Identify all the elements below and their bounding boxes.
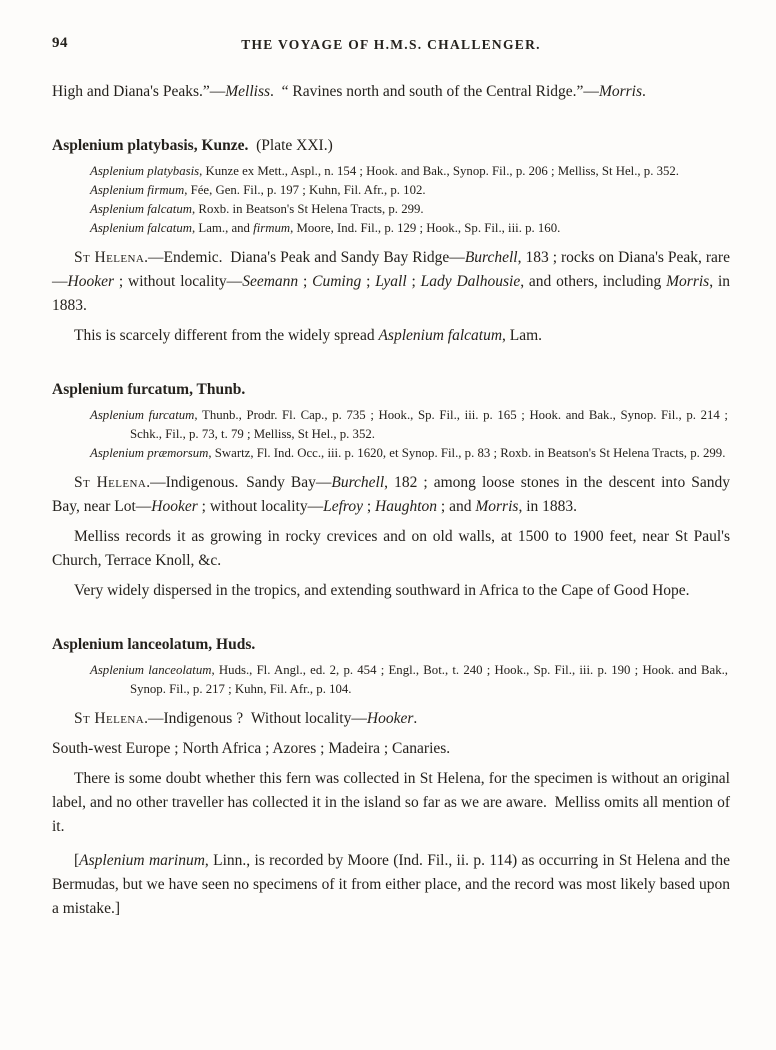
text-run: ;: [361, 273, 376, 290]
italic-text: Asplenium præmorsum: [90, 446, 209, 460]
distribution-paragraph: [52, 579, 730, 603]
intro-paragraph: [52, 80, 730, 104]
text-run: South-west Europe ; North Africa ; Azores ; Madeira ; Canaries.: [52, 740, 451, 757]
italic-text: Hooker: [366, 710, 414, 727]
text-run: , Lam.: [502, 327, 543, 344]
remarks-paragraph: [52, 525, 730, 573]
synonymy-entry: [90, 444, 730, 463]
species-section-platybasis: [52, 134, 730, 348]
synonymy-entry: [90, 219, 730, 238]
habitat-paragraph: [52, 246, 730, 318]
synonymy-entry: [90, 661, 730, 699]
synonymy-entry: [90, 406, 730, 444]
bold-text: Asplenium furcatum, Thunb.: [52, 381, 246, 398]
page-number: 94: [52, 35, 68, 51]
italic-text: Asplenium platybasis: [90, 164, 200, 178]
italic-text: Asplenium firmum: [90, 183, 185, 197]
text-run: ;: [406, 273, 421, 290]
italic-text: Haughton: [375, 498, 438, 515]
habitat-paragraph: [52, 707, 730, 731]
italic-text: Asplenium lanceolatum: [90, 663, 212, 677]
text-run: ; without locality—: [114, 273, 243, 290]
italic-text: Cuming: [312, 273, 362, 290]
text-run: , 182 ; among loose stones in the descent into Sandy Bay, near Lot—: [52, 474, 730, 515]
distribution-paragraph: [52, 737, 730, 761]
text-run: , Huds., Fl. Angl., ed. 2, p. 454 ; Engl., Bot., t. 240 ; Hook., Sp. Fil., iii. p. 190 ; Hook. and Bak., Synop. Fil., p. 217 ; Kuhn, Fil. Afr., p. 104.: [130, 663, 729, 696]
smallcaps-text: St Helena: [74, 249, 145, 266]
text-run: (Plate XXI.): [248, 137, 333, 154]
synonymy-entry: [90, 162, 730, 181]
text-run: , Moore, Ind. Fil., p. 129 ; Hook., Sp. Fil., iii. p. 160.: [290, 221, 561, 235]
text-run: , Roxb. in Beatson's St Helena Tracts, p. 299.: [192, 202, 424, 216]
text-run: ; without locality—: [197, 498, 324, 515]
text-run: , in 1883.: [518, 498, 577, 515]
text-run: .—Indigenous ? Without locality—: [144, 710, 367, 727]
text-run: There is some doubt whether this fern was collected in St Helena, for the specimen is without an original label, and no other traveller has collected it in the island so far as we are aware. Melliss omits all mention of it.: [52, 770, 730, 835]
italic-text: Asplenium marinum: [79, 852, 205, 869]
synonymy-block: [52, 406, 730, 463]
bold-text: Asplenium lanceolatum, Huds.: [52, 636, 256, 653]
italic-text: firmum: [253, 221, 291, 235]
bracketed-note-paragraph: [52, 849, 730, 921]
species-heading: [52, 633, 730, 657]
species-heading: [52, 134, 730, 158]
text-run: .: [413, 710, 418, 727]
italic-text: Lyall: [375, 273, 407, 290]
smallcaps-text: St Helena: [74, 710, 145, 727]
italic-text: Hooker: [151, 498, 198, 515]
synonymy-block: [52, 162, 730, 238]
synonymy-block: [52, 661, 730, 699]
smallcaps-text: St Helena: [74, 474, 147, 491]
italic-text: Lefroy: [323, 498, 363, 515]
synonymy-entry: [90, 200, 730, 219]
habitat-paragraph: [52, 471, 730, 519]
synonymy-entry: [90, 181, 730, 200]
text-run: , Swartz, Fl. Ind. Occ., iii. p. 1620, et Synop. Fil., p. 83 ; Roxb. in Beatson's St Helena Tracts, p. 299.: [208, 446, 726, 460]
text-run: , Thunb., Prodr. Fl. Cap., p. 735 ; Hook., Sp. Fil., iii. p. 165 ; Hook. and Bak., Synop. Fil., p. 214 ; Schk., Fil., p. 73, t. 79 ; Melliss, St Hel., p. 352.: [130, 408, 728, 441]
text-run: .—Indigenous. Sandy Bay—: [146, 474, 332, 491]
italic-text: Asplenium furcatum: [90, 408, 195, 422]
text-run: Very widely dispersed in the tropics, and extending southward in Africa to the Cape of Good Hope.: [74, 582, 690, 599]
text-run: .—Endemic. Diana's Peak and Sandy Bay Ridge—: [144, 249, 465, 266]
species-heading: [52, 378, 730, 402]
text-run: , Lam., and: [192, 221, 254, 235]
italic-text: Morris: [475, 498, 519, 515]
text-run: High and Diana's Peaks.”—: [52, 83, 226, 100]
italic-text: Morris: [598, 83, 643, 100]
text-run: ;: [362, 498, 376, 515]
italic-text: Seemann: [242, 273, 299, 290]
text-run: , in 1883.: [52, 273, 730, 314]
running-title: THE VOYAGE OF H.M.S. CHALLENGER.: [241, 37, 541, 52]
text-run: , Kunze ex Mett., Aspl., n. 154 ; Hook. and Bak., Synop. Fil., p. 206 ; Melliss, St Hel., p. 352.: [199, 164, 680, 178]
text-run: , 183 ; rocks on Diana's Peak, rare—: [52, 249, 730, 290]
text-run: Melliss records it as growing in rocky crevices and on old walls, at 1500 to 1900 feet, near St Paul's Church, Terrace Knoll, &c.: [52, 528, 730, 569]
italic-text: Asplenium falcatum: [378, 327, 503, 344]
remarks-paragraph: [52, 324, 730, 348]
text-run: , and others, including: [520, 273, 667, 290]
page-header: [52, 34, 730, 54]
italic-text: Burchell: [464, 249, 518, 266]
italic-text: Asplenium falcatum: [90, 221, 193, 235]
remarks-paragraph: [52, 767, 730, 839]
italic-text: Hooker: [67, 273, 114, 290]
text-run: ;: [298, 273, 313, 290]
text-run: , Fée, Gen. Fil., p. 197 ; Kuhn, Fil. Afr., p. 102.: [184, 183, 426, 197]
text-run: . “ Ravines north and south of the Central Ridge.”—: [270, 83, 599, 100]
text-run: [: [74, 852, 80, 869]
species-section-furcatum: [52, 378, 730, 603]
italic-text: Melliss: [225, 83, 271, 100]
text-run: This is scarcely different from the widely spread: [74, 327, 379, 344]
text-run: ; and: [437, 498, 476, 515]
italic-text: Burchell: [331, 474, 385, 491]
italic-text: Asplenium falcatum: [90, 202, 193, 216]
text-run: , Linn., is recorded by Moore (Ind. Fil., ii. p. 114) as occurring in St Helena and the Bermudas, but we have seen no specimens of it from either place, and the record was most likely based upon a mistake.]: [52, 852, 730, 917]
italic-text: Lady Dalhousie: [420, 273, 521, 290]
species-section-lanceolatum: [52, 633, 730, 921]
italic-text: Morris: [666, 273, 710, 290]
bold-text: Asplenium platybasis, Kunze.: [52, 137, 249, 154]
text-run: .: [642, 83, 646, 100]
